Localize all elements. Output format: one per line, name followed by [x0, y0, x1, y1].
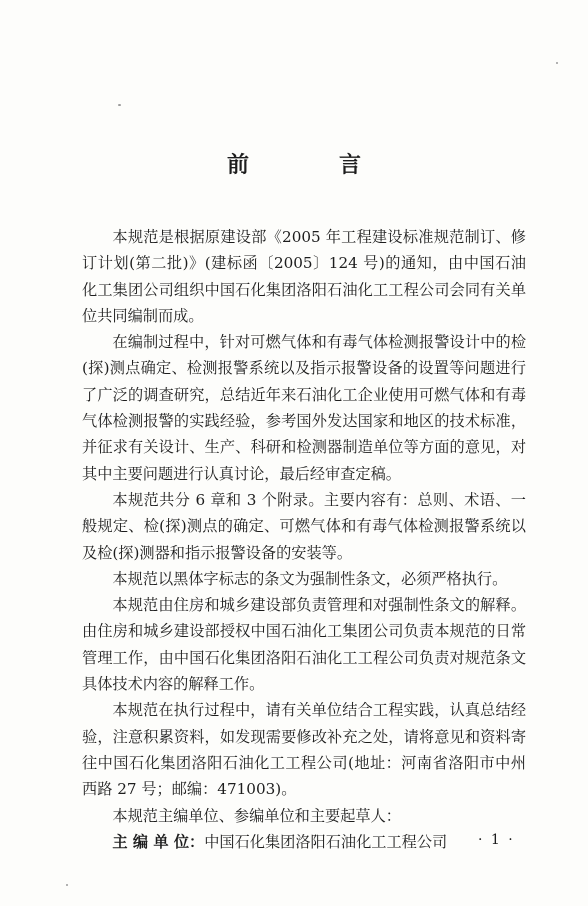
page-title: 前 言: [226, 153, 395, 178]
scan-speck: [118, 104, 121, 106]
paragraph: 本规范共分 6 章和 3 个附录。主要内容有：总则、术语、一般规定、检(探)测点的确定、可燃气体和有毒气体检测报警系统以及检(探)测器和指示报警设备的安装等。: [82, 490, 526, 562]
paragraph: 本规范由住房和城乡建设部负责管理和对强制性条文的解释。由住房和城乡建设部授权中国石油化工集团公司负责本规范的日常管理工作，由中国石化集团洛阳石油化工工程公司负责对规范条文具体技术内容的解释工作。: [82, 596, 526, 694]
paragraph: 本规范是根据原建设部《2005 年工程建设标准规范制订、修订计划(第二批)》(建标函〔2005〕124 号)的通知，由中国石油化工集团公司组织中国石化集团洛阳石油化工工程公司会同有关单位共同编制而成。: [82, 228, 526, 325]
page-number: · 1 ·: [478, 832, 515, 848]
chief-editor-value: 中国石化集团洛阳石油化工工程公司: [204, 832, 448, 851]
paragraph: 本规范主编单位、参编单位和主要起草人：: [112, 806, 401, 825]
chief-editor-line: [82, 829, 526, 855]
chief-editor-label: 主 编 单 位：: [112, 832, 205, 851]
paragraph: 本规范以黑体字标志的条文为强制性条文，必须严格执行。: [112, 569, 508, 588]
preface-body: [82, 224, 526, 855]
scan-speck: [66, 884, 68, 886]
paragraph: 在编制过程中，针对可燃气体和有毒气体检测报警设计中的检(探)测点确定、检测报警系统以及指示报警设备的设置等问题进行了广泛的调查研究，总结近年来石油化工企业使用可燃气体和有毒气体检测报警的实践经验，参考国外发达国家和地区的技术标准，并征求有关设计、生产、科研和检测器制造单位等方面的意见，对其中主要问题进行认真讨论，最后经审查定稿。: [82, 333, 526, 483]
scan-speck: [556, 62, 558, 64]
paragraph: 本规范在执行过程中，请有关单位结合工程实践，认真总结经验，注意积累资料，如发现需要修改补充之处，请将意见和资料寄往中国石化集团洛阳石油化工工程公司(地址：河南省洛阳市中州西路 27 号；邮编：471003)。: [82, 701, 526, 799]
